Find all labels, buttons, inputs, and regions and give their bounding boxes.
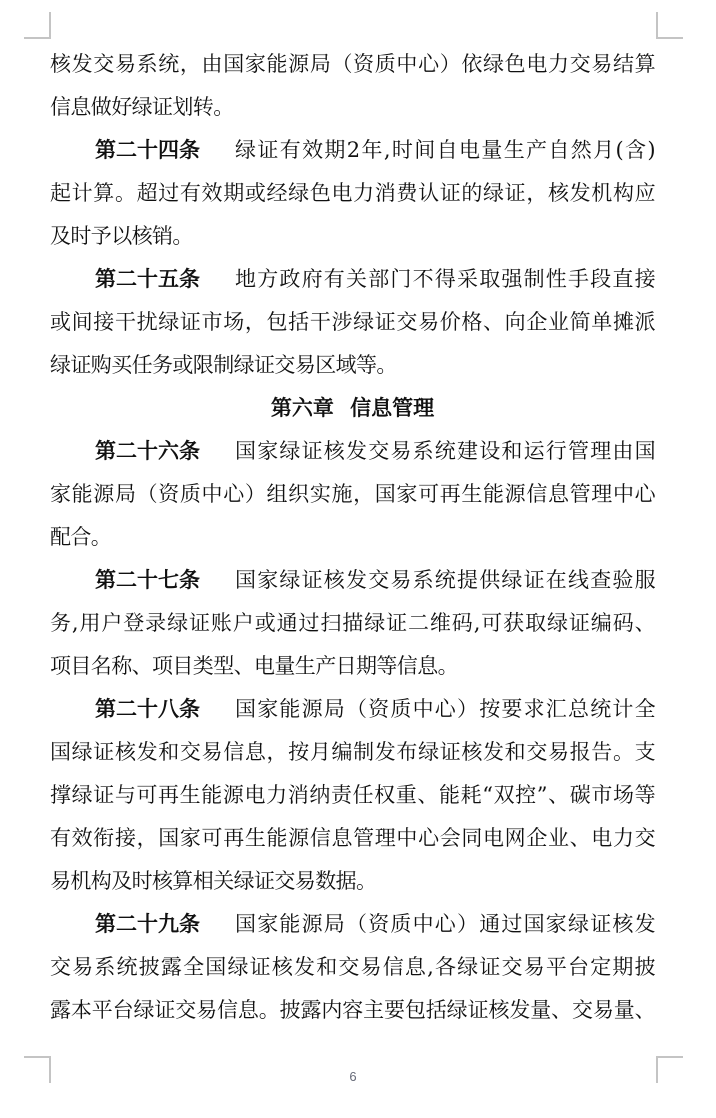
text-line: 起计算。超过有效期或经绿色电力消费认证的绿证，核发机构应 [50,181,655,205]
corner-mark-top-left-horizontal [24,37,51,39]
text-line: 务,用户登录绿证账户或通过扫描绿证二维码,可获取绿证编码、 [50,611,655,635]
text-line: 项目名称、项目类型、电量生产日期等信息。 [50,654,458,678]
text-line: 或间接干扰绿证市场，包括干涉绿证交易价格、向企业简单摊派 [50,310,655,334]
page-number: 6 [349,1069,357,1084]
article-25 [50,258,655,387]
text-line: 国家绿证核发交易系统提供绿证在线查验服 [235,568,655,592]
article-first-line [50,688,655,731]
indent [50,129,95,172]
text-line: 信息做好绿证划转。 [50,95,234,119]
heading-gap [200,903,235,946]
text-line: 及时予以核销。 [50,224,193,248]
article-27 [50,559,655,688]
text-line: 国家能源局（资质中心）按要求汇总统计全 [235,697,655,721]
text-line: 有效衔接，国家可再生能源信息管理中心会同电网企业、电力交 [50,826,655,850]
heading-gap [200,559,235,602]
text-line: 交易系统披露全国绿证核发和交易信息,各绿证交易平台定期披 [50,955,655,979]
indent [50,430,95,473]
article-heading: 第二十九条 [95,912,200,936]
heading-gap [200,688,235,731]
text-line: 绿证购买任务或限制绿证交易区域等。 [50,353,397,377]
paragraph-continuation [50,43,655,129]
text-line: 易机构及时核算相关绿证交易数据。 [50,869,377,893]
text-line: 核发交易系统，由国家能源局（资质中心）依绿色电力交易结算 [50,52,655,76]
text-line: 绿证有效期2年,时间自电量生产自然月(含) [235,138,655,162]
corner-mark-top-left-vertical [49,12,51,39]
indent [50,258,95,301]
article-heading: 第二十七条 [95,568,200,592]
heading-gap [200,430,235,473]
article-26 [50,430,655,559]
article-first-line [50,258,655,301]
article-heading: 第二十六条 [95,439,200,463]
corner-mark-bottom-left-horizontal [24,1056,51,1058]
body-text [50,43,655,1032]
indent [50,559,95,602]
article-first-line [50,903,655,946]
article-first-line [50,430,655,473]
text-line: 国家绿证核发交易系统建设和运行管理由国 [235,439,655,463]
text-line: 家能源局（资质中心）组织实施，国家可再生能源信息管理中心 [50,482,655,506]
corner-mark-top-right-vertical [656,12,658,39]
article-first-line [50,559,655,602]
text-line: 地方政府有关部门不得采取强制性手段直接 [235,267,655,291]
heading-gap [200,129,235,172]
article-heading: 第二十八条 [95,697,200,721]
heading-gap [200,258,235,301]
article-first-line [50,129,655,172]
text-line: 国绿证核发和交易信息，按月编制发布绿证核发和交易报告。支 [50,740,655,764]
corner-mark-bottom-right-horizontal [656,1056,683,1058]
chapter-title: 第六章 信息管理 [270,396,435,420]
text-line: 露本平台绿证交易信息。披露内容主要包括绿证核发量、交易量、 [50,998,655,1022]
article-29 [50,903,655,1032]
text-line: 国家能源局（资质中心）通过国家绿证核发 [235,912,655,936]
article-heading: 第二十五条 [95,267,200,291]
text-line: 撑绿证与可再生能源电力消纳责任权重、能耗“双控”、碳市场等 [50,783,655,807]
indent [50,903,95,946]
article-heading: 第二十四条 [95,138,200,162]
article-28 [50,688,655,903]
corner-mark-top-right-horizontal [656,37,683,39]
indent [50,688,95,731]
text-line: 配合。 [50,525,112,549]
article-24 [50,129,655,258]
